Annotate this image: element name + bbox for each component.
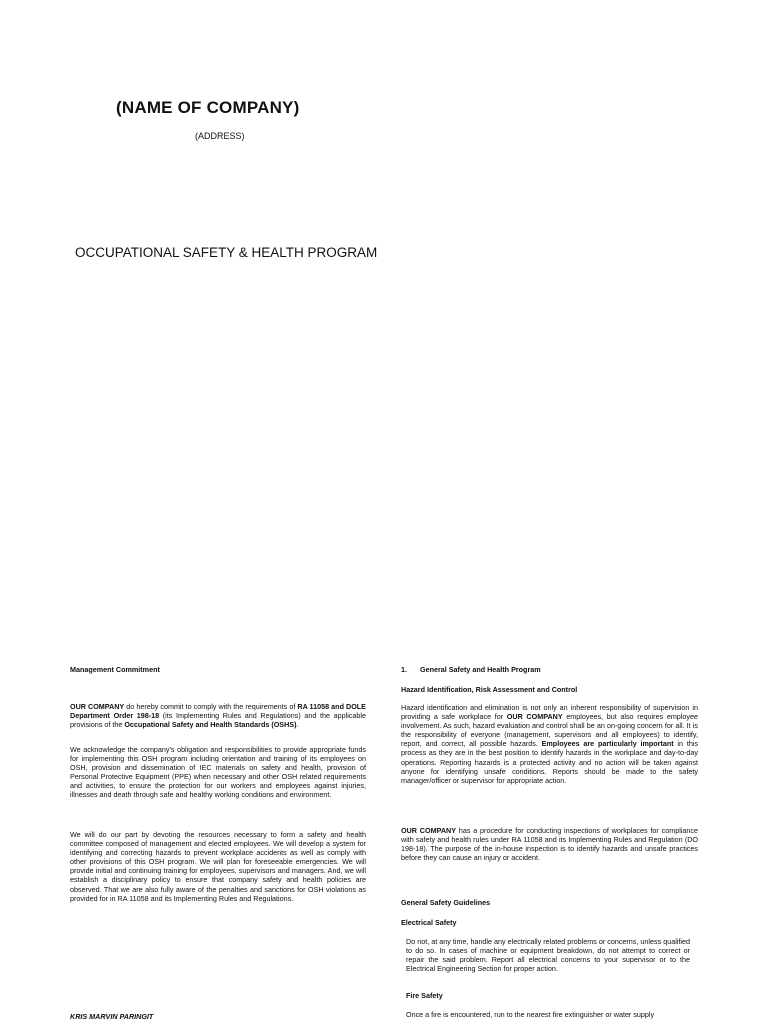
section-title: General Safety and Health Program: [420, 665, 541, 674]
electrical-safety-heading: Electrical Safety: [401, 918, 457, 927]
company-address: (ADDRESS): [195, 131, 245, 141]
commitment-paragraph-2: We acknowledge the company's obligation and responsibilities to provide appropriate funds for implementing this OSH program including orientation and training of its employees on OSH, provision and dissemination of IEC materials on safety and health, provision of Personal Protective Equipment (PPE) when necessary and other OSH related requirements and activities, to ensure the protection for our workers and employees against injuries, illnesses and death through safe and healthy working conditions and environment.: [70, 745, 366, 800]
commitment-paragraph-3: We will do our part by devoting the resources necessary to form a safety and health committee composed of management and elected employees. We will develop a system for identifying and correcting hazards to prevent workplace accidents as well as comply with other provisions of this OSH program. We will plan for foreseeable emergencies. We will provide initial and continuing training for employees, supervisors and managers. And, we will establish a disciplinary policy to ensure that company safety and health policies are observed. That we are also fully aware of the penalties and sanctions for OSH violations as provided for in RA 11058 and its Implementing Rules and Regulations.: [70, 830, 366, 903]
general-safety-guidelines-heading: General Safety Guidelines: [401, 898, 491, 907]
hazard-paragraph-1: Hazard identification and elimination is not only an inherent responsibility of supervision in providing a safe workplace for OUR COMPANY employees, but also requires employee involvement. As such, hazard evaluation and control shall be an on-going concern for all. It is the responsibility of everyone (management, supervisors and all employees) to identify, report, and correct, all possible hazards. Employees are particularly important in this process as they are in the best position to identify hazards in the workplace and day-to-day operations. Reporting hazards is a protected activity and no action will be taken against anyone for identifying unsafe conditions. Reports should be made to the safety manager/officer or supervisor for appropriate action.: [401, 703, 699, 785]
hazard-identification-heading: Hazard Identification, Risk Assessment and Control: [401, 685, 578, 694]
electrical-safety-text: Do not, at any time, handle any electrically related problems or concerns, unless qualified to do so. In cases of machine or equipment breakdown, do not attempt to correct or repair the said problem. Report all electrical concerns to your supervisor or to the Electrical Engineering Section for proper action.: [406, 937, 690, 974]
company-name: (NAME OF COMPANY): [116, 98, 300, 117]
signatory-name: KRIS MARVIN PARINGIT: [70, 1012, 154, 1021]
section-number: 1.: [401, 665, 407, 674]
commitment-paragraph-1: OUR COMPANY do hereby commit to comply with the requirements of RA 11058 and DOLE Department Order 198-18 (its Implementing Rules and Regulations) and the applicable provisions of the Occupational Safety and Health Standards (OSHS).: [70, 702, 366, 730]
program-title: OCCUPATIONAL SAFETY & HEALTH PROGRAM: [75, 245, 378, 260]
fire-safety-text: Once a fire is encountered, run to the nearest fire extinguisher or water supply: [406, 1010, 655, 1019]
hazard-paragraph-2: OUR COMPANY has a procedure for conducting inspections of workplaces for compliance with safety and health rules under RA 11058 and its Implementing Rules and Regulation (DO 198-18). The purpose of the in-house inspection is to identify hazards and unsafe practices before they can cause an injury or accident.: [401, 826, 698, 863]
fire-safety-heading: Fire Safety: [406, 991, 443, 1000]
management-commitment-heading: Management Commitment: [70, 665, 160, 674]
